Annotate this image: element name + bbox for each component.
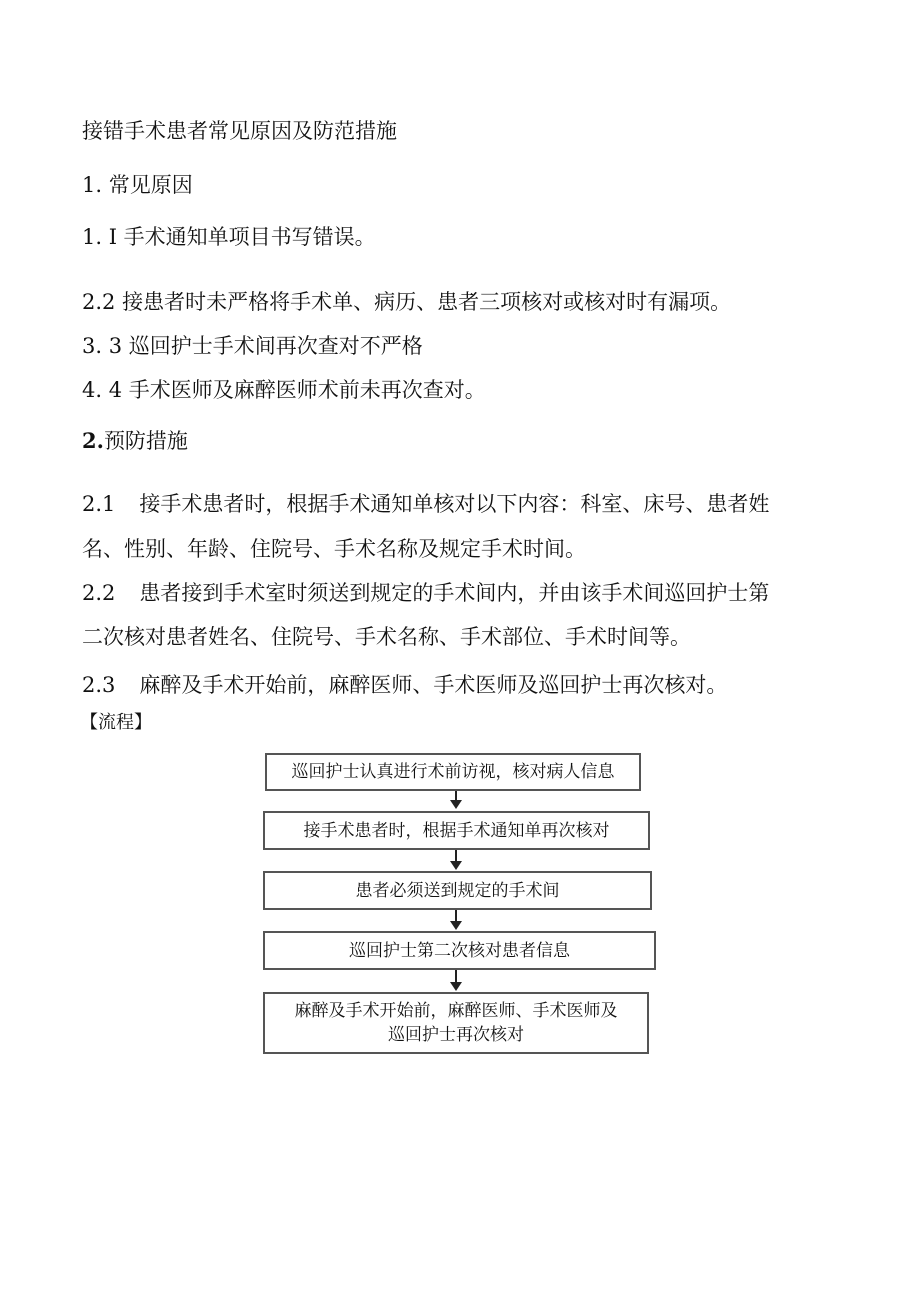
measure-item-1-line2: 名、性别、年龄、住院号、手术名称及规定手术时间。 <box>82 537 586 561</box>
document-title: 接错手术患者常见原因及防范措施 <box>82 119 397 143</box>
arrowhead-icon <box>450 921 462 930</box>
arrowhead-icon <box>450 982 462 991</box>
flow-step-box <box>263 992 649 1054</box>
flow-step-box <box>265 753 641 791</box>
flow-step-box <box>263 811 650 850</box>
arrowhead-icon <box>450 800 462 809</box>
measure-number: 2.2 <box>82 581 116 605</box>
measure-item-2-line2: 二次核对患者姓名、住院号、手术名称、手术部位、手术时间等。 <box>82 625 691 649</box>
reason-item: 3. 3 巡回护士手术间再次查对不严格 <box>82 334 423 358</box>
measure-number: 2.3 <box>82 673 116 697</box>
measure-text: 麻醉及手术开始前，麻醉医师、手术医师及巡回护士再次核对。 <box>139 673 728 697</box>
reason-item: 2.2 接患者时未严格将手术单、病历、患者三项核对或核对时有漏项。 <box>82 290 732 314</box>
flow-step-box <box>263 871 652 910</box>
flow-step-text: 巡回护士第二次核对患者信息 <box>349 940 570 961</box>
reason-item: 1. I 手术通知单项目书写错误。 <box>82 225 376 249</box>
flow-step-text: 巡回护士再次核对 <box>388 1025 524 1045</box>
measure-number: 2.1 <box>82 492 116 516</box>
measure-text: 接手术患者时，根据手术通知单核对以下内容：科室、床号、患者姓 <box>139 492 770 516</box>
measure-text: 患者接到手术室时须送到规定的手术间内，并由该手术间巡回护士第 <box>139 581 770 605</box>
flow-step-text: 患者必须送到规定的手术间 <box>355 880 560 901</box>
flow-step-box <box>263 931 656 970</box>
measure-item-2-line1 <box>82 578 769 608</box>
measure-item-1-line1 <box>82 489 769 519</box>
section2-heading-number: 2. <box>82 428 104 453</box>
section2-heading <box>82 426 188 456</box>
flow-label: 【流程】 <box>80 712 152 733</box>
flow-step-text: 巡回护士认真进行术前访视，核对病人信息 <box>291 762 615 782</box>
section2-heading-text: 预防措施 <box>103 429 188 453</box>
section1-heading: 1. 常见原因 <box>82 173 193 197</box>
flow-step-text: 麻醉及手术开始前，麻醉医师、手术医师及 <box>294 1001 618 1021</box>
reason-item: 4. 4 手术医师及麻醉医师术前未再次查对。 <box>82 378 486 402</box>
measure-item-3 <box>82 670 727 700</box>
flow-step-text: 接手术患者时，根据手术通知单再次核对 <box>303 820 610 841</box>
arrowhead-icon <box>450 861 462 870</box>
